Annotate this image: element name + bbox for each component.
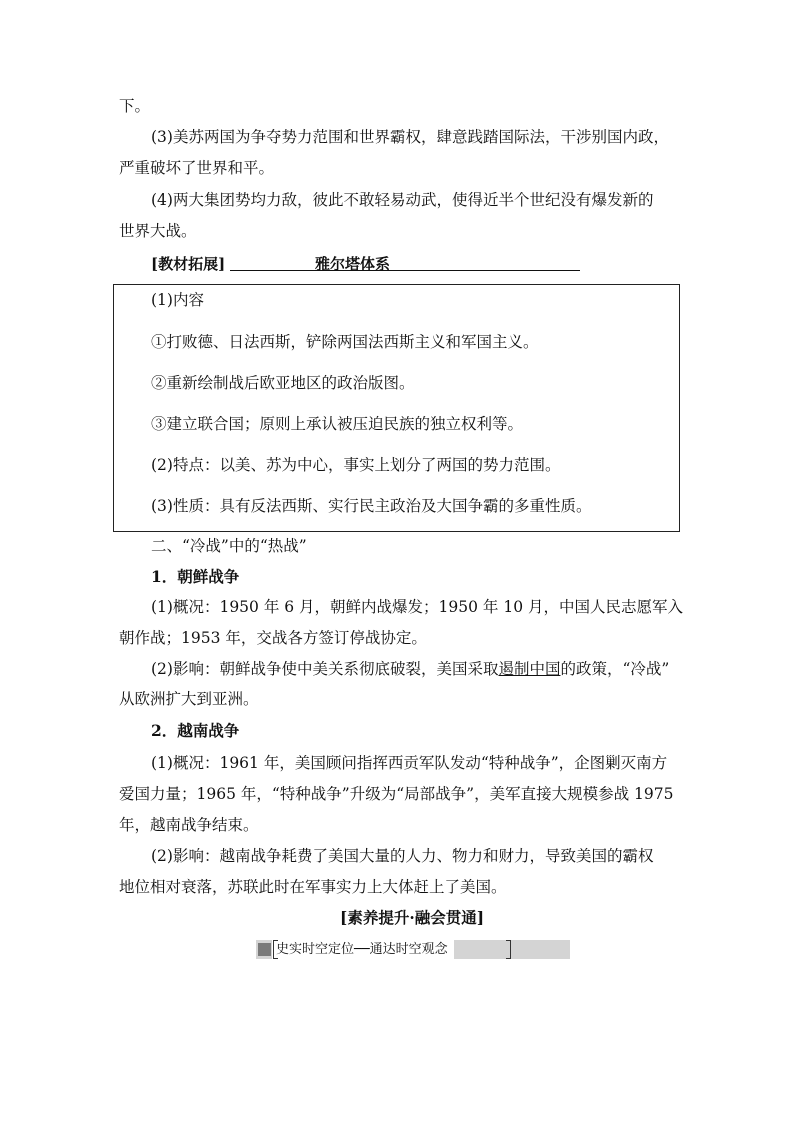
banner-left-bracket: [273, 940, 278, 959]
extension-box: [113, 284, 680, 532]
section-tag: [素养提升·融会贯通]: [340, 908, 485, 927]
text-line: 爱国力量；1965 年，“特种战争”升级为“局部战争”，美军直接大规模参战 1975: [119, 785, 674, 803]
text-line: (4)两大集团势均力敌，彼此不敢轻易动武，使得近半个世纪没有爆发新的: [151, 191, 654, 209]
textbook-extension-label: [教材拓展]: [151, 255, 226, 273]
extension-underline: [230, 270, 580, 271]
text-line: 朝作战；1953 年，交战各方签订停战协定。: [119, 629, 427, 647]
korea-title: 1．朝鲜战争: [151, 567, 240, 586]
extension-item: ③建立联合国；原则上承认被压迫民族的独立权利等。: [151, 415, 524, 433]
containment-underlined: 遏制中国: [498, 660, 561, 678]
text-line: (1)概况：1950 年 6 月，朝鲜内战爆发；1950 年 10 月，中国人民志愿军入: [151, 598, 683, 616]
text-line: 严重破坏了世界和平。: [119, 159, 275, 177]
extension-title: 雅尔塔体系: [315, 255, 391, 273]
text-line: (2)影响：越南战争耗费了美国大量的人力、物力和财力，导致美国的霸权: [151, 847, 654, 865]
extension-item: (2)特点：以美、苏为中心，事实上划分了两国的势力范围。: [151, 456, 561, 474]
text-line: (1)概况：1961 年，美国顾问指挥西贡军队发动“特种战争”，企图剿灭南方: [151, 754, 668, 772]
extension-item: (3)性质：具有反法西斯、实行民主政治及大国争霸的多重性质。: [151, 497, 592, 515]
banner-square-icon: [258, 943, 271, 956]
text-line: 从欧洲扩大到亚洲。: [119, 690, 259, 708]
text-line: 地位相对衰落，苏联此时在军事实力上大体赶上了美国。: [119, 878, 507, 896]
korea-impact-line: [151, 659, 669, 679]
extension-item: ②重新绘制战后欧亚地区的政治版图。: [151, 374, 415, 392]
extension-item: (1)内容: [151, 291, 204, 309]
text-line: 世界大战。: [119, 222, 197, 240]
text-line: 年，越南战争结束。: [119, 816, 259, 834]
korea-impact-post: 的政策，“冷战”: [560, 660, 670, 678]
vietnam-title: 2．越南战争: [151, 721, 240, 740]
text-line: 下。: [119, 97, 151, 115]
text-line: (3)美苏两国为争夺势力范围和世界霸权，肆意践踏国际法，干涉别国内政，: [151, 128, 669, 146]
section-heading: 二、“冷战”中的“热战”: [151, 537, 307, 555]
korea-impact-pre: (2)影响：朝鲜战争使中美关系彻底破裂，美国采取: [151, 660, 499, 678]
banner-text: 史实时空定位──通达时空观念: [272, 940, 454, 959]
banner-right-bracket: [506, 940, 511, 959]
extension-item: ①打败德、日法西斯，铲除两国法西斯主义和军国主义。: [151, 333, 539, 351]
section-banner: [256, 940, 570, 959]
